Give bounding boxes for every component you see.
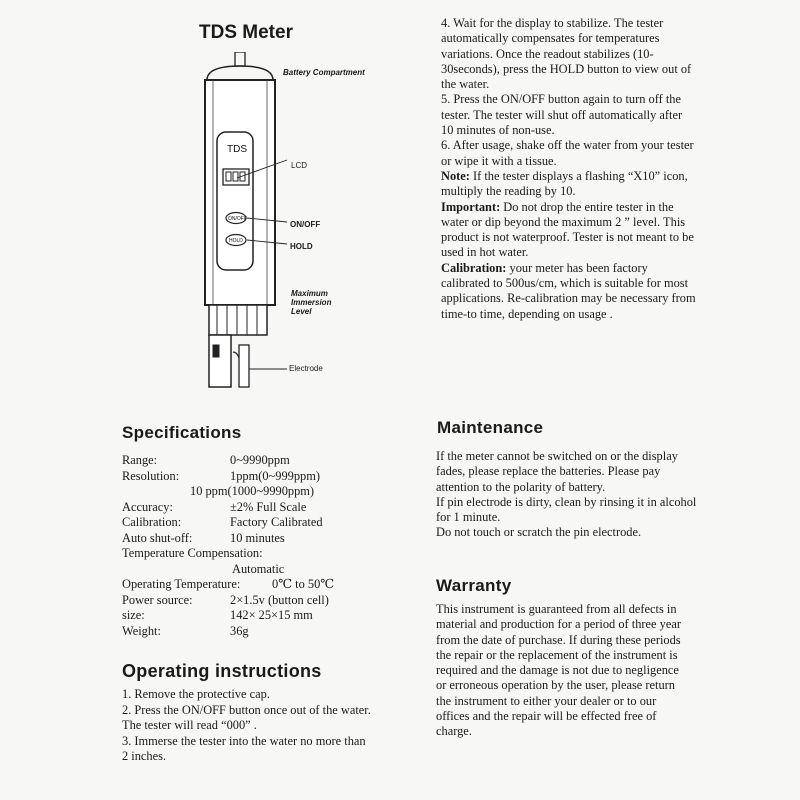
operating-heading: Operating instructions (122, 661, 322, 681)
label-electrode: Electrode (289, 364, 323, 373)
cap-tip (235, 52, 245, 66)
spec-calibration-label: Calibration: (122, 515, 182, 529)
label-battery-compartment: Battery Compartment (283, 68, 365, 77)
spec-calibration-value: Factory Calibrated (230, 515, 323, 529)
screen-title: TDS (227, 144, 247, 155)
electrode-housing (209, 335, 231, 387)
spec-tempcomp-value: Automatic (232, 561, 285, 576)
calibration-label: Calibration: (441, 260, 507, 275)
spec-weight-value: 36g (230, 623, 249, 638)
operating-step-3: 3. Immerse the tester into the water no more than 2 inches. (122, 733, 366, 763)
label-max-immersion: Maximum Immersion Level (291, 289, 332, 316)
spec-range-label: Range: (122, 453, 158, 467)
grip (209, 305, 267, 335)
spec-size-value: 142× 25×15 mm (230, 608, 313, 622)
onoff-button-text: ON/OFF (228, 216, 247, 222)
spec-autoshutoff-label: Auto shut-off: (122, 530, 193, 545)
top-cap (207, 66, 273, 80)
maintenance-text (436, 449, 698, 541)
warranty-heading: Warranty (436, 576, 512, 595)
specifications-heading: Specifications (122, 423, 242, 442)
spec-resolution-value: 1ppm(0~999ppm) (230, 468, 320, 483)
step-4: 4. Wait for the display to stabilize. The tester automatically compensates for temperatures variations. Once the readout stabilizes (10-30seconds), press the HOLD button to view out of the water. (441, 16, 692, 92)
maintenance-paragraph-2: If pin electrode is dirty, clean by rinsing it in alcohol for 1 minute. (436, 494, 697, 525)
spec-power-label: Power source: (122, 592, 193, 607)
spec-power-value: 2×1.5v (button cell) (230, 592, 329, 607)
note-paragraph (441, 169, 696, 200)
note-text: If the tester displays a flashing “X10” icon, multiply the reading by 10. (441, 168, 688, 199)
right-instructions (441, 16, 696, 322)
operating-step-1: 1. Remove the protective cap. (122, 687, 270, 701)
label-hold: HOLD (290, 242, 313, 251)
spec-optemp-value: 0℃ to 50℃ (272, 577, 335, 591)
warranty-text: This instrument is guaranteed from all defects in material and production for a period of three year from the date of purchase. If during these periods the repair or the replacement of the instrument is required and the damage is not due to negligence or erroneous operation by the user, please return the instrument to either your dealer or to our offices and the repair will be effected free of charge. (436, 602, 681, 739)
spec-tempcomp-label: Temperature Compensation: (122, 546, 263, 560)
calibration-paragraph (441, 261, 696, 322)
label-onoff: ON/OFF (290, 220, 321, 229)
important-paragraph (441, 200, 696, 261)
maintenance-paragraph-3: Do not touch or scratch the pin electrode. (436, 525, 642, 540)
note-label: Note: (441, 168, 470, 183)
spec-optemp-label: Operating Temperature: (122, 577, 241, 591)
operating-steps (122, 687, 372, 765)
maintenance-paragraph-1: If the meter cannot be switched on or the display fades, please replace the batteries. Please pay attention to the polarity of battery. (436, 449, 678, 494)
label-lcd: LCD (291, 161, 308, 170)
calibration-text: your meter has been factory calibrated to 500us/cm, which is suitable for most applications. Re-calibration may be necessary from time-to time, depending on usage . (441, 260, 696, 321)
spec-range-value: 0~9990ppm (230, 453, 290, 467)
spec-resolution-value2: 10 ppm(1000~9990ppm) (190, 484, 315, 498)
step-6: 6. After usage, shake off the water from your tester or wipe it with a tissue. (441, 138, 694, 168)
hold-button-text: HOLD (229, 238, 243, 244)
diagram-title: TDS Meter (199, 22, 293, 43)
spec-accuracy-value: ±2% Full Scale (230, 499, 307, 514)
important-label: Important: (441, 199, 501, 214)
spec-weight-label: Weight: (122, 623, 161, 638)
spec-autoshutoff-value: 10 minutes (230, 530, 285, 545)
spec-resolution-label: Resolution: (122, 468, 180, 483)
step-5: 5. Press the ON/OFF button again to turn off the tester. The tester will shut off automatically after 10 minutes of non-use. (441, 92, 683, 138)
spec-size-label: size: (122, 608, 145, 622)
maintenance-heading: Maintenance (437, 418, 544, 437)
spec-accuracy-label: Accuracy: (122, 499, 173, 514)
operating-step-2: 2. Press the ON/OFF button once out of the water. The tester will read “000” . (122, 702, 371, 732)
electrode-pin (239, 345, 249, 387)
important-text: Do not drop the entire tester in the water or dip beyond the maximum 2 ” level. This product is not waterproof. Tester is not meant to be used in hot water. (441, 199, 694, 260)
